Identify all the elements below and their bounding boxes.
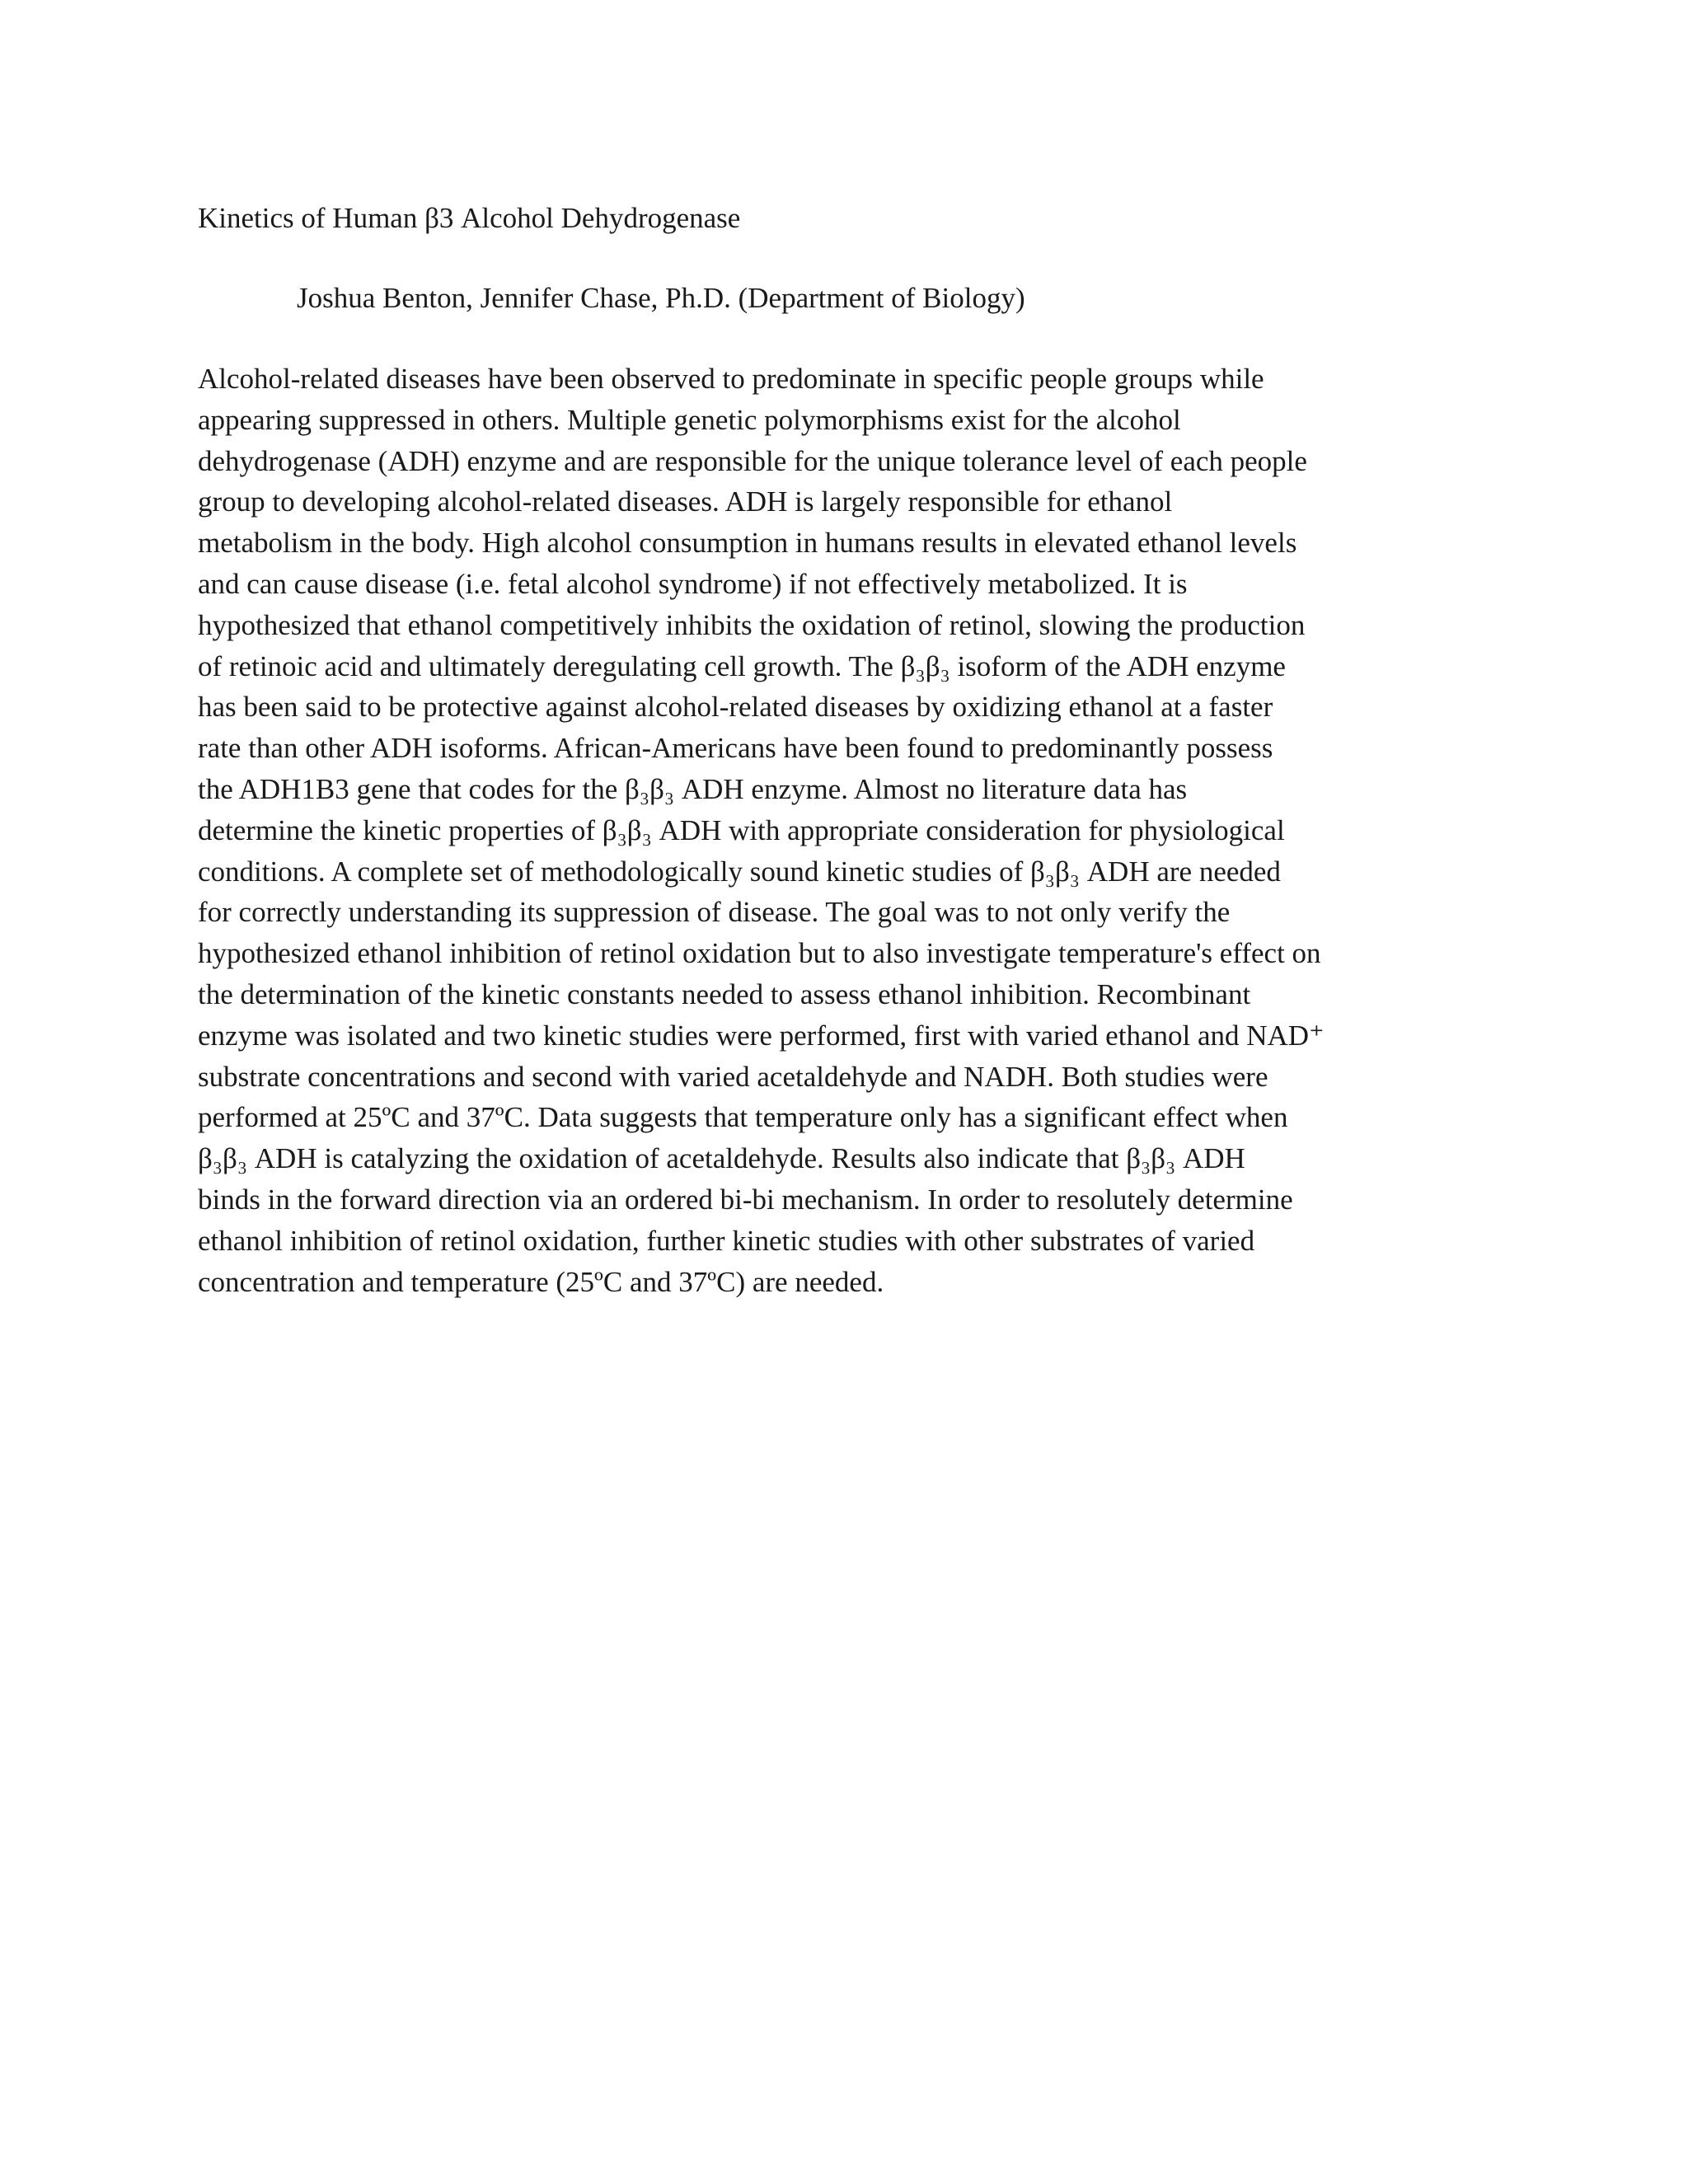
abstract-line: determine the kinetic properties of β₃β₃ ADH with appropriate consideration for physiological <box>198 813 1285 846</box>
abstract-line: Alcohol-related diseases have been observed to predominate in specific people groups while <box>198 363 1264 395</box>
abstract-line: group to developing alcohol-related diseases. ADH is largely responsible for ethanol <box>198 485 1173 518</box>
document-authors: Joshua Benton, Jennifer Chase, Ph.D. (Department of Biology) <box>297 282 1025 314</box>
abstract-line: appearing suppressed in others. Multiple genetic polymorphisms exist for the alcohol <box>198 403 1181 436</box>
abstract-line: hypothesized ethanol inhibition of retinol oxidation but to also investigate temperature's effect on <box>198 937 1321 970</box>
abstract-line: has been said to be protective against alcohol-related diseases by oxidizing ethanol at a faster <box>198 691 1273 724</box>
abstract-line: hypothesized that ethanol competitively inhibits the oxidation of retinol, slowing the production <box>198 608 1306 641</box>
abstract-line: of retinoic acid and ultimately deregulating cell growth. The β₃β₃ isoform of the ADH enzyme <box>198 649 1286 682</box>
abstract-line: and can cause disease (i.e. fetal alcohol syndrome) if not effectively metabolized. It is <box>198 567 1188 600</box>
abstract-body <box>198 359 1533 1302</box>
abstract-line: the ADH1B3 gene that codes for the β₃β₃ ADH enzyme. Almost no literature data has <box>198 772 1188 805</box>
abstract-line: metabolism in the body. High alcohol consumption in humans results in elevated ethanol levels <box>198 527 1297 560</box>
abstract-line: concentration and temperature (25ºC and 37ºC) are needed. <box>198 1265 884 1298</box>
abstract-line: performed at 25ºC and 37ºC. Data suggests that temperature only has a significant effect when <box>198 1101 1288 1134</box>
abstract-line: the determination of the kinetic constants needed to assess ethanol inhibition. Recombinant <box>198 977 1251 1010</box>
abstract-line: β₃β₃ ADH is catalyzing the oxidation of acetaldehyde. Results also indicate that β₃β₃ ADH <box>198 1142 1245 1175</box>
abstract-line: enzyme was isolated and two kinetic studies were performed, first with varied ethanol and NAD⁺ <box>198 1019 1325 1052</box>
abstract-line: rate than other ADH isoforms. African-Americans have been found to predominantly possess <box>198 732 1273 765</box>
abstract-line: dehydrogenase (ADH) enzyme and are responsible for the unique tolerance level of each people <box>198 444 1307 477</box>
abstract-line: for correctly understanding its suppression of disease. The goal was to not only verify the <box>198 896 1231 929</box>
abstract-line: ethanol inhibition of retinol oxidation, further kinetic studies with other substrates of varied <box>198 1224 1255 1257</box>
abstract-line: substrate concentrations and second with varied acetaldehyde and NADH. Both studies were <box>198 1060 1268 1093</box>
abstract-line: binds in the forward direction via an ordered bi-bi mechanism. In order to resolutely determine <box>198 1183 1293 1216</box>
document-title: Kinetics of Human β3 Alcohol Dehydrogenase <box>198 202 741 234</box>
abstract-line: conditions. A complete set of methodologically sound kinetic studies of β₃β₃ ADH are needed <box>198 855 1281 888</box>
